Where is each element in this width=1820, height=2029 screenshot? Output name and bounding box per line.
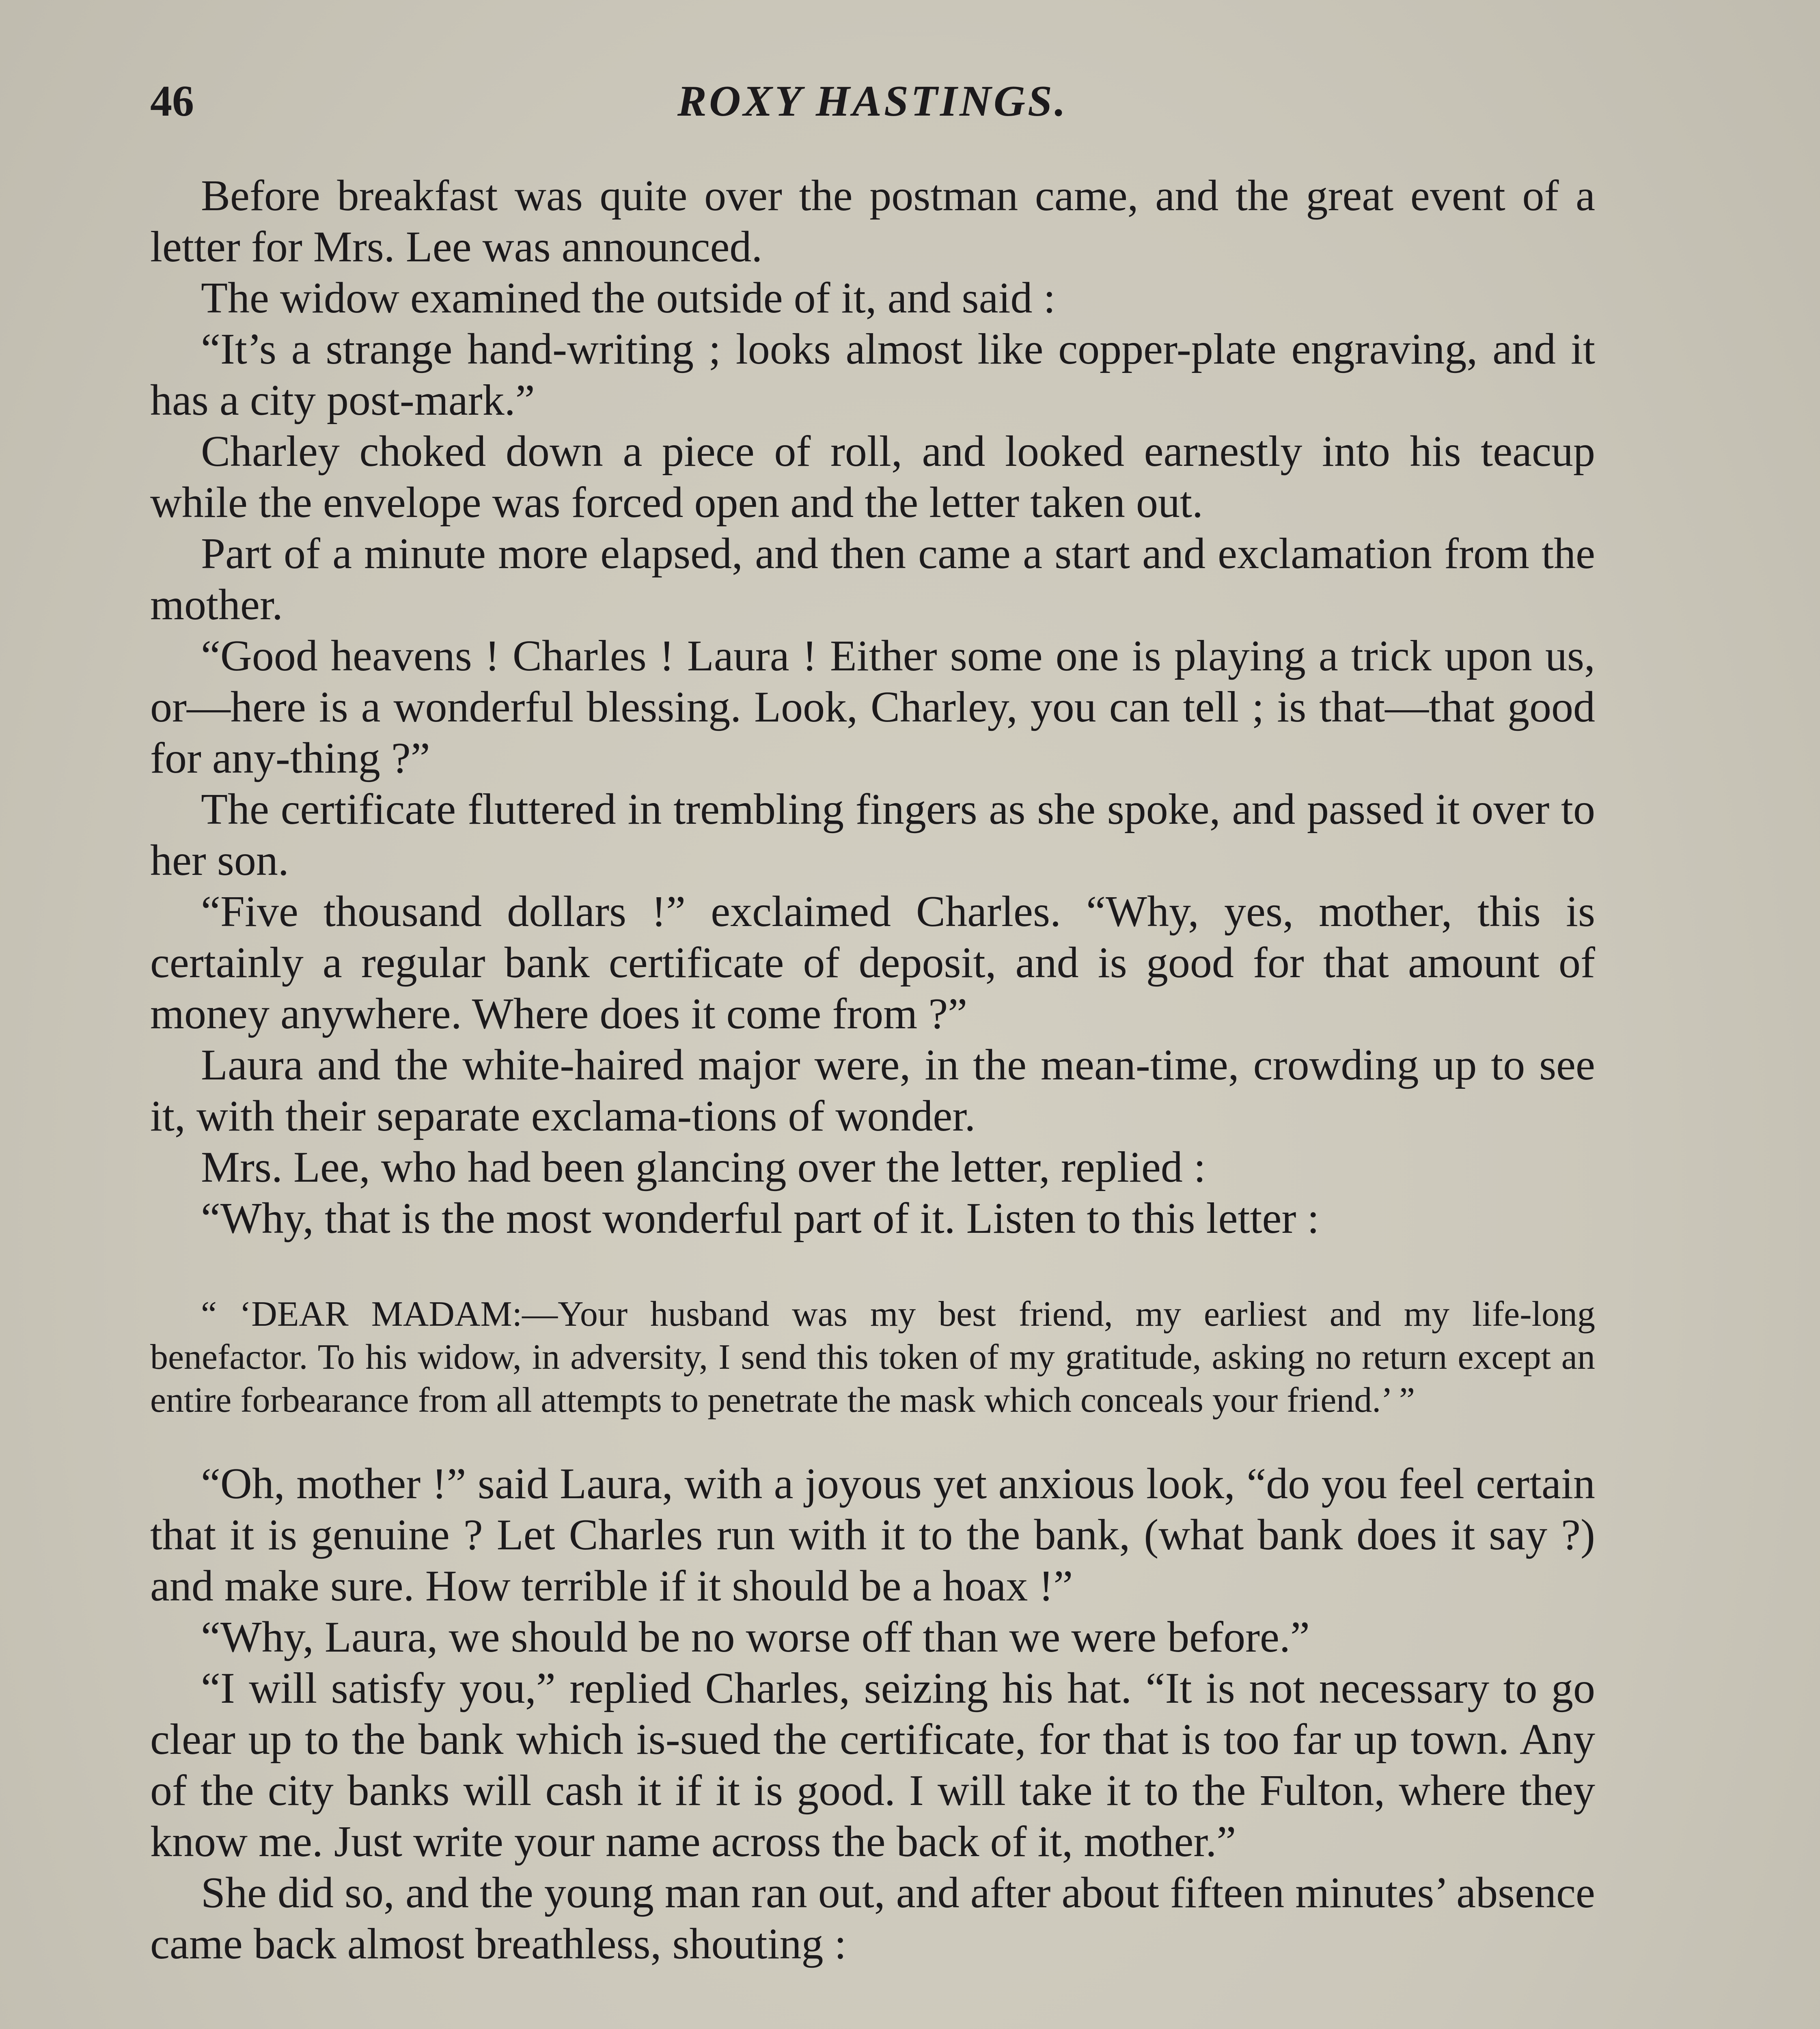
paragraph: She did so, and the young man ran out, and after about fifteen minutes’ absence came back almost breathless, shouting :: [150, 1869, 1595, 1968]
paragraph: Mrs. Lee, who had been glancing over the letter, replied :: [201, 1143, 1206, 1191]
paragraph: “Good heavens ! Charles ! Laura ! Either some one is playing a trick upon us, or—here is a wonderful blessing. Look, Charley, you can tell ; is that—that good for any-thing ?”: [150, 632, 1595, 782]
paragraph: “Five thousand dollars !” exclaimed Charles. “Why, yes, mother, this is certainly a regular bank certificate of deposit, and is good for that amount of money anywhere. Where does it come from ?”: [150, 887, 1595, 1038]
paragraph: “Why, Laura, we should be no worse off than we were before.”: [201, 1613, 1310, 1661]
quoted-letter: “ ‘DEAR MADAM:—Your husband was my best friend, my earliest and my life-long benefactor. To his widow, in adversity, I send this token of my gratitude, asking no return except an entire forbearance from all attempts to penetrate the mask which conceals your friend.’ ”: [150, 1295, 1595, 1420]
paragraph: Charley choked down a piece of roll, and looked earnestly into his teacup while the envelope was forced open and the letter taken out.: [150, 427, 1595, 527]
paragraph: “Why, that is the most wonderful part of it. Listen to this letter :: [201, 1194, 1320, 1243]
paragraph: The widow examined the outside of it, and said :: [201, 274, 1056, 322]
running-head: [150, 71, 1595, 132]
paragraph: Before breakfast was quite over the postman came, and the great event of a letter for Mrs. Lee was announced.: [150, 172, 1595, 271]
paragraph: “I will satisfy you,” replied Charles, seizing his hat. “It is not necessary to go clear up to the bank which is-sued the certificate, for that is too far up town. Any of the city banks will cash it if it is good. I will take it to the Fulton, where they know me. Just write your name across the back of it, mother.”: [150, 1664, 1595, 1866]
paragraph: “It’s a strange hand-writing ; looks almost like copper-plate engraving, and it has a city post-mark.”: [150, 325, 1595, 424]
paragraph: Part of a minute more elapsed, and then came a start and exclamation from the mother.: [150, 530, 1595, 629]
body-text: [150, 170, 1595, 1970]
page-number: 46: [150, 77, 194, 125]
paragraph: The certificate fluttered in trembling fingers as she spoke, and passed it over to her son.: [150, 785, 1595, 885]
paragraph: “Oh, mother !” said Laura, with a joyous yet anxious look, “do you feel certain that it is genuine ? Let Charles run with it to the bank, (what bank does it say ?) and make sure. How terrible if it should be a hoax !”: [150, 1460, 1595, 1610]
paragraph: Laura and the white-haired major were, in the mean-time, crowding up to see it, with their separate exclama-tions of wonder.: [150, 1041, 1595, 1140]
book-title: ROXY HASTINGS.: [677, 77, 1068, 125]
